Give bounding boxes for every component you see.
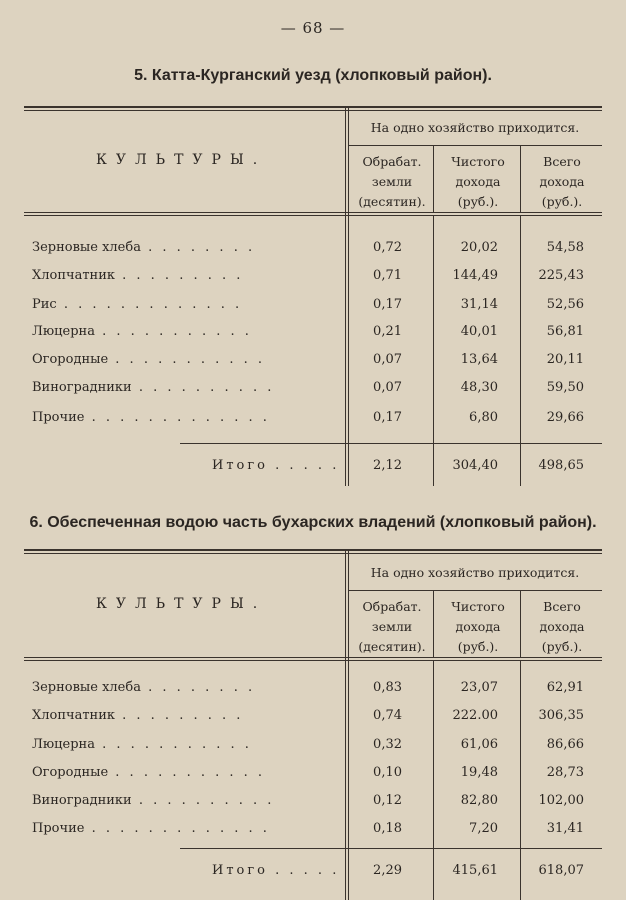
total-label: Итого: [212, 458, 268, 473]
total-value: 20,11: [546, 352, 584, 367]
total-value: 54,58: [546, 240, 584, 255]
crop-name: Рис: [32, 297, 57, 312]
crop-name: Прочие: [32, 821, 85, 836]
crop-name: Виноградники: [32, 380, 132, 395]
net-value: 61,06: [460, 737, 498, 752]
land-value: 0,17: [373, 410, 402, 425]
land-total: 2,29: [373, 863, 402, 878]
col-header-net: Чистого дохода (руб.).: [451, 154, 505, 209]
net-total: 304,40: [452, 458, 498, 473]
total-value: 225,43: [538, 268, 584, 283]
group-header: На одно хозяйство приходится.: [370, 565, 580, 580]
total-value: 102,00: [538, 793, 584, 808]
group-header: На одно хозяйство приходится.: [370, 120, 580, 135]
total-value: 56,81: [546, 324, 584, 339]
total-label: Итого: [212, 863, 268, 878]
culture-header: КУЛЬТУРЫ.: [96, 596, 267, 612]
land-value: 0,74: [373, 708, 402, 723]
total-value: 62,91: [546, 680, 584, 695]
page-number: — 68 —: [280, 19, 346, 37]
net-value: 144,49: [452, 268, 498, 283]
total-total: 618,07: [538, 863, 584, 878]
net-total: 415,61: [452, 863, 498, 878]
net-value: 7,20: [469, 821, 498, 836]
col-header-land: Обрабат. земли (десятин).: [358, 154, 426, 209]
crop-name: Огородные: [32, 765, 109, 780]
net-value: 48,30: [460, 380, 498, 395]
net-value: 82,80: [460, 793, 498, 808]
land-value: 0,21: [373, 324, 402, 339]
land-value: 0,83: [373, 680, 402, 695]
table-6-heading: 6. Обеспеченная водою часть бухарских владений (хлопковый район).: [29, 514, 597, 531]
crop-name: Виноградники: [32, 793, 132, 808]
crop-name: Люцерна: [32, 737, 95, 752]
land-value: 0,10: [373, 765, 402, 780]
total-value: 59,50: [546, 380, 584, 395]
col-header-net: Чистого дохода (руб.).: [451, 599, 505, 654]
net-value: 23,07: [460, 680, 498, 695]
total-value: 31,41: [546, 821, 584, 836]
land-total: 2,12: [373, 458, 402, 473]
net-value: 222.00: [452, 708, 498, 723]
land-value: 0,71: [373, 268, 402, 283]
land-value: 0,72: [373, 240, 402, 255]
total-value: 86,66: [546, 737, 584, 752]
col-header-total: Всего дохода (руб.).: [539, 154, 585, 209]
crop-name: Прочие: [32, 410, 85, 425]
net-value: 40,01: [460, 324, 498, 339]
crop-name: Люцерна: [32, 324, 95, 339]
crop-name: Хлопчатник: [32, 708, 115, 723]
culture-header: КУЛЬТУРЫ.: [96, 152, 267, 168]
net-value: 6,80: [469, 410, 498, 425]
crop-name: Зерновые хлеба: [32, 680, 141, 695]
land-value: 0,12: [373, 793, 402, 808]
land-value: 0,32: [373, 737, 402, 752]
net-value: 13,64: [460, 352, 498, 367]
total-value: 52,56: [546, 297, 584, 312]
net-value: 31,14: [460, 297, 498, 312]
net-value: 20,02: [460, 240, 498, 255]
col-header-total: Всего дохода (руб.).: [539, 599, 585, 654]
crop-name: Зерновые хлеба: [32, 240, 141, 255]
crop-name: Хлопчатник: [32, 268, 115, 283]
land-value: 0,07: [373, 380, 402, 395]
net-value: 19,48: [460, 765, 498, 780]
land-value: 0,18: [373, 821, 402, 836]
total-value: 306,35: [538, 708, 584, 723]
col-header-land: Обрабат. земли (десятин).: [358, 599, 426, 654]
land-value: 0,07: [373, 352, 402, 367]
crop-name: Огородные: [32, 352, 109, 367]
table-5-heading: 5. Катта-Курганский уезд (хлопковый район).: [134, 67, 492, 84]
land-value: 0,17: [373, 297, 402, 312]
total-value: 29,66: [546, 410, 584, 425]
total-value: 28,73: [546, 765, 584, 780]
total-total: 498,65: [538, 458, 584, 473]
